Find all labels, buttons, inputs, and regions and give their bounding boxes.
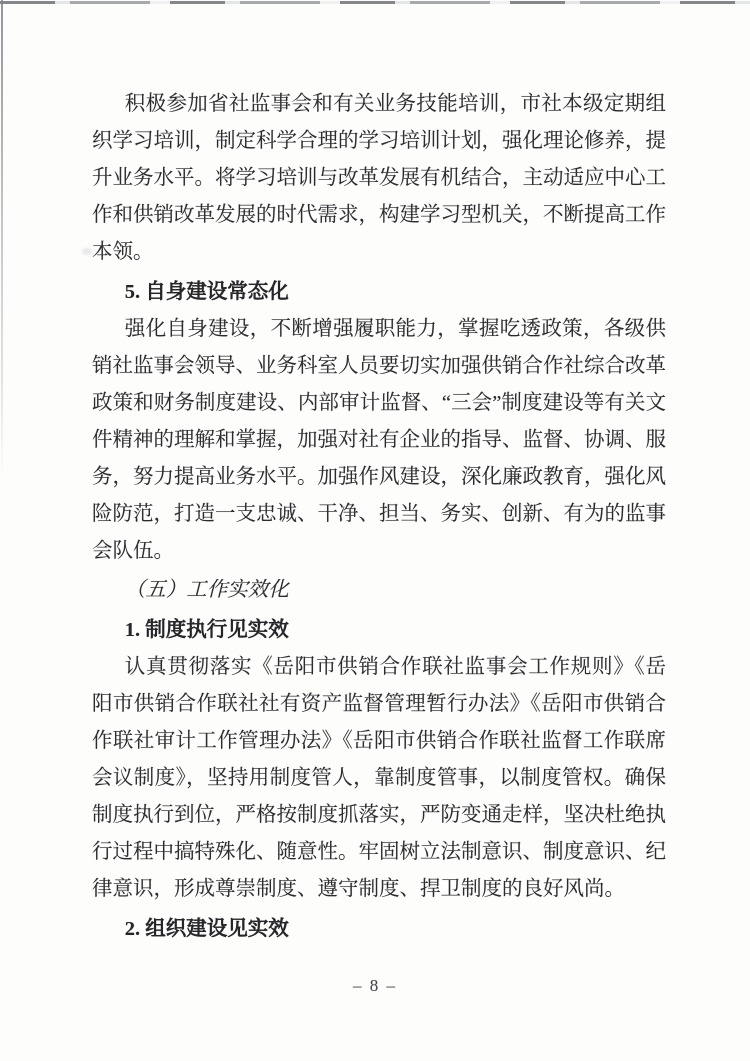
document-body — [92, 86, 666, 948]
scan-artifact-speckle — [82, 248, 92, 255]
heading-system-execution-results: 1. 制度执行见实效 — [124, 619, 289, 641]
scan-artifact-top-edge — [0, 1, 750, 4]
heading-self-construction-normalization: 5. 自身建设常态化 — [124, 281, 289, 303]
paragraph-system-execution: 认真贯彻落实《岳阳市供销合作联社监事会工作规则》《岳阳市供销合作联社社有资产监督管理暂行办法》《岳阳市供销合作联社审计工作管理办法》《岳阳市供销合作联社监督工作联席会议制度》，坚持用制度管人，靠制度管事，以制度管权。确保制度执行到位，严格按制度抓落实，严防变通走样，坚决杜绝执行过程中搞特殊化、随意性。牢固树立法制意识、制度意识、纪律意识，形成尊崇制度、遵守制度、捍卫制度的良好风尚。 — [92, 656, 666, 900]
scan-artifact-left-line — [1, 0, 3, 480]
heading-section-five-work-effectiveness: （五）工作实效化 — [124, 579, 289, 601]
paragraph-training-plan: 积极参加省社监事会和有关业务技能培训，市社本级定期组织学习培训，制定科学合理的学习培训计划，强化理论修养，提升业务水平。将学习培训与改革发展有机结合，主动适应中心工作和供销改革发展的时代需求，构建学习型机关，不断提高工作本领。 — [92, 93, 666, 263]
page-number: – 8 – — [353, 976, 397, 995]
paragraph-self-construction: 强化自身建设，不断增强履职能力，掌握吃透政策，各级供销社监事会领导、业务科室人员要切实加强供销合作社综合改革政策和财务制度建设、内部审计监督、“三会”制度建设等有关文件精神的理解和掌握，加强对社有企业的指导、监督、协调、服务，努力提高业务水平。加强作风建设，深化廉政教育，强化风险防范，打造一支忠诚、干净、担当、务实、创新、有为的监事会队伍。 — [92, 318, 666, 562]
heading-organization-construction-results: 2. 组织建设见实效 — [124, 918, 289, 940]
